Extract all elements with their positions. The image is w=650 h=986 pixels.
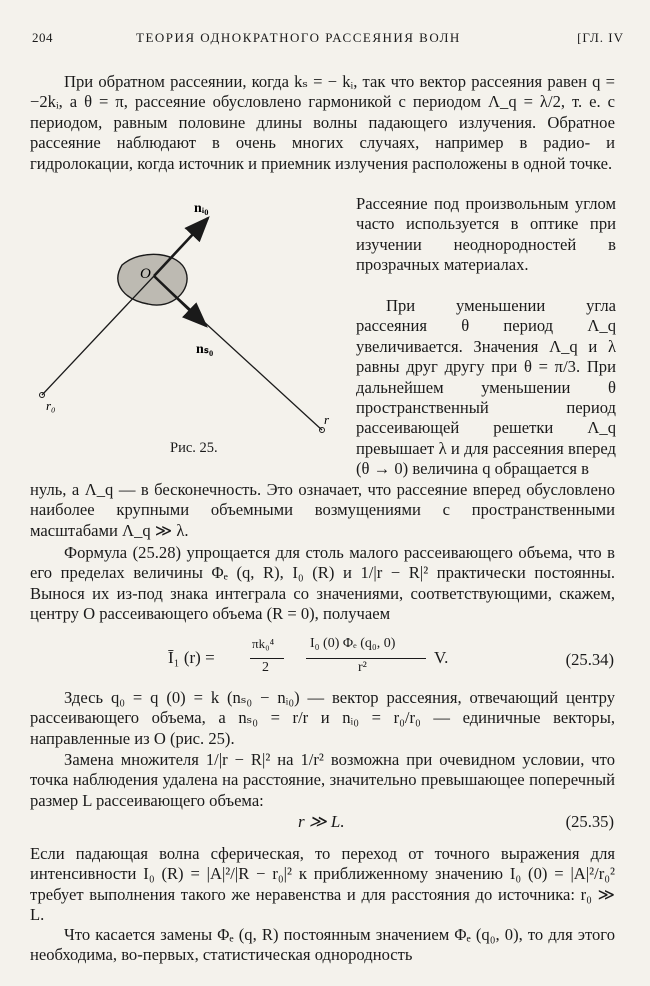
figure-caption: Рис. 25. — [170, 440, 218, 456]
paragraph-arbitrary-angle: Рассеяние под произвольным углом часто используется в оптике при изучении неоднородностей в прозрачных материалах. — [356, 194, 616, 275]
eq1-coef-den: 2 — [262, 660, 269, 675]
eq1-bar — [306, 658, 426, 659]
chapter-label: [ГЛ. IV — [577, 30, 624, 45]
incident-ray-line — [42, 276, 154, 395]
eq1-num: I₀ (0) Φₑ (q₀, 0) — [310, 636, 396, 651]
paragraph-factor-replacement: Замена множителя 1/|r − R|² на 1/r² возможна при очевидном условии, что точка наблюдения удалена на расстояние, значительно превышающее поперечный размер L рассеивающего объема: — [30, 750, 615, 810]
page-header — [32, 30, 624, 50]
label-n-s0: nₛ₀ — [196, 342, 214, 357]
paragraph-spherical-wave: Если падающая волна сферическая, то переход от точного выражения для интенсивности I₀ (R) = |A|²/|R − r₀|² к приближенному значению I₀ (0) = |A|²/r₀² требует выполнения такого же неравенства и для расстояния до источника: r₀ ≫ L. — [30, 844, 615, 925]
paragraph-formula-simplification: Формула (25.28) упрощается для столь малого рассеивающего объема, что в его пределах величины Φₑ (q, R), I₀ (R) и 1/|r − R|² практически постоянны. Вынося их из-под знака интеграла со значениями, соответствующими, скажем, центру O рассеивающего объема (R = 0), получаем — [30, 543, 615, 624]
paragraph-forward-scattering: нуль, а Λ_q — в бесконечность. Это означает, что рассеяние вперед обусловлено наиболее крупными объемными возмущениями с пространственными масштабами Λ_q ≫ λ. — [30, 480, 615, 540]
eq1-lhs: Ī₁ (r) = — [168, 648, 215, 667]
eq1-coef-bar — [250, 658, 284, 659]
label-r: r — [324, 412, 330, 427]
paragraph-backscatter: При обратном рассеянии, когда kₛ = − kᵢ, так что вектор рассеяния равен q = −2kᵢ, а θ = π, рассеяние обусловлено гармоникой с периодом Λ_q = λ/2, т. е. с периодом, равным половине длины волны падающего излучения. Обратное рассеяние наблюдают в очень многих случаях, например в радио- и гидролокации, когда источник и приемник излучения расположены в одной точке. — [30, 72, 615, 173]
paragraph-angle-decrease: При уменьшении угла рассеяния θ период Λ_q увеличивается. Значения Λ_q и λ равны друг другу при θ = π/3. При дальнейшем уменьшении θ пространственный период рассеивающей решетки Λ_q превышает λ и для рассеяния вперед (θ → 0) величина q обращается в — [356, 296, 616, 479]
label-n-i0: nᵢ₀ — [194, 201, 209, 216]
paragraph-phi-replacement: Что касается замены Φₑ (q, R) постоянным значением Φₑ (q₀, 0), то для этого необходима, во-первых, статистическая однородность — [30, 925, 615, 965]
equation-25-35: r ≫ L. — [298, 812, 345, 831]
page-number: 204 — [32, 30, 53, 45]
label-r0: r₀ — [46, 398, 56, 413]
eq1-den: r² — [358, 660, 367, 675]
label-O: O — [140, 266, 151, 282]
eq1-coef-num: πk₀⁴ — [252, 636, 275, 651]
figure-25-diagram — [30, 190, 350, 470]
eq1-tail: V. — [434, 648, 449, 667]
equation-number-25-35: (25.35) — [565, 812, 614, 831]
running-title: ТЕОРИЯ ОДНОКРАТНОГО РАССЕЯНИЯ ВОЛН — [136, 30, 461, 45]
equation-number-25-34: (25.34) — [565, 650, 614, 669]
paragraph-here: Здесь q₀ = q (0) = k (nₛ₀ − nᵢ₀) — вектор рассеяния, отвечающий центру рассеивающего объема, а nₛ₀ = r/r и nᵢ₀ = r₀/r₀ — единичные векторы, направленные из O (рис. 25). — [30, 688, 615, 748]
